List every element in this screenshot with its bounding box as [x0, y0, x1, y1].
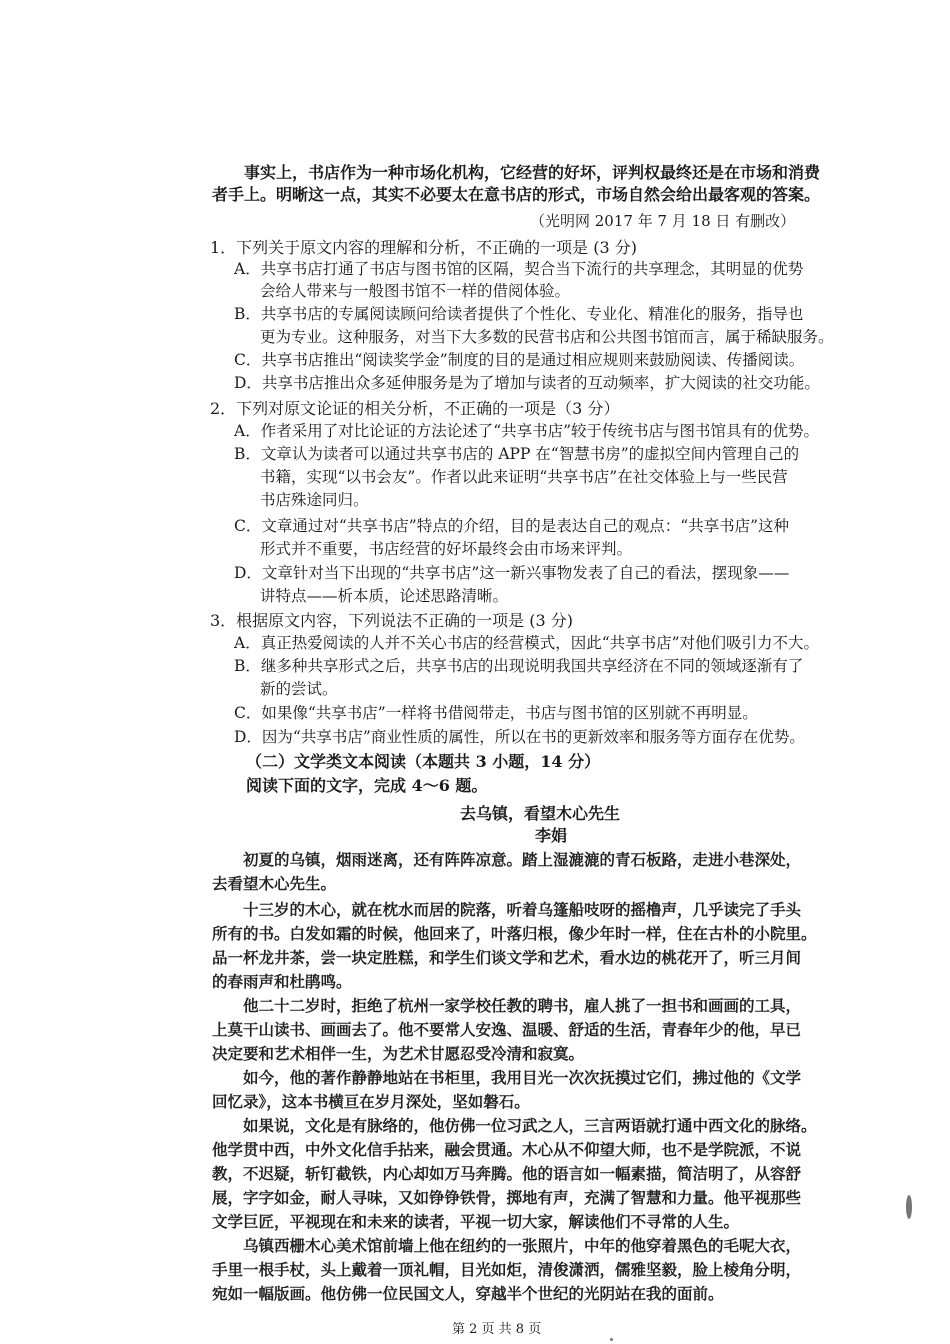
story-p2-line-2: 所有的书。白发如霜的时候，他回来了，叶落归根，像少年时一样，住在古朴的小院里。: [212, 924, 817, 943]
q1-option-b-line-1: B．共享书店的专属阅读顾问给读者提供了个性化、专业化、精准化的服务，指导也: [234, 305, 804, 323]
q2-option-c-line-1: C．文章通过对“共享书店”特点的介绍，目的是表达自己的观点：“共享书店”这种: [234, 517, 790, 535]
q3-option-b-line-2: 新的尝试。: [260, 680, 338, 698]
q3-option-a: A．真正热爱阅读的人并不关心书店的经营模式，因此“共享书店”对他们吸引力不大。: [234, 634, 820, 652]
q3-option-c: C．如果像“共享书店”一样将书借阅带走，书店与图书馆的区别就不再明显。: [234, 704, 758, 722]
q2-option-b-line-1: B．文章认为读者可以通过共享书店的 APP 在“智慧书房”的虚拟空间内管理自己的: [234, 445, 800, 463]
q1-option-a-line-1: A．共享书店打通了书店与图书馆的区隔，契合当下流行的共享理念，其明显的优势: [234, 260, 804, 278]
story-p4-line-2: 回忆录》，这本书横亘在岁月深处，坚如磐石。: [212, 1092, 530, 1111]
story-p2-line-3: 品一杯龙井茶，尝一块定胜糕，和学生们谈文学和艺术，看水边的桃花开了，听三月间: [212, 948, 802, 967]
scan-smudge: [906, 1195, 912, 1219]
q1-option-b-line-2: 更为专业。这种服务，对当下大多数的民营书店和公共图书馆而言，属于稀缺服务。: [260, 328, 834, 346]
q2-option-d-line-2: 讲特点——析本质，论述思路清晰。: [260, 587, 509, 605]
story-p6-line-1: 乌镇西栅木心美术馆前墙上他在纽约的一张照片，中年的他穿着黑色的毛呢大衣，: [212, 1236, 802, 1255]
question-1-stem: 1．下列关于原文内容的理解和分析，不正确的一项是 (3 分): [210, 238, 638, 257]
q2-option-b-line-2: 书籍，实现“以书会友”。作者以此来证明“共享书店”在社交体验上与一些民营: [260, 468, 788, 486]
story-p5-line-1: 如果说，文化是有脉络的，他仿佛一位习武之人，三言两语就打通中西文化的脉络。: [212, 1116, 817, 1135]
story-p3-line-3: 决定要和艺术相伴一生，为艺术甘愿忍受冷清和寂寞。: [212, 1044, 585, 1063]
intro-line-1: 事实上，书店作为一种市场化机构，它经营的好坏，评判权最终还是在市场和消费: [244, 163, 821, 182]
q3-option-d: D．因为“共享书店”商业性质的属性，所以在书的更新效率和服务等方面存在优势。: [234, 728, 805, 746]
question-2-stem: 2．下列对原文论证的相关分析，不正确的一项是（3 分）: [210, 399, 620, 418]
section-2-instruction: 阅读下面的文字，完成 4～6 题。: [246, 776, 488, 795]
story-p1-line-2: 去看望木心先生。: [212, 874, 337, 893]
story-p1-line-1: 初夏的乌镇，烟雨迷离，还有阵阵凉意。踏上湿漉漉的青石板路，走进小巷深处，: [212, 850, 802, 869]
page-footer: 第 2 页 共 8 页: [452, 1322, 542, 1337]
story-p5-line-2: 他学贯中西，中外文化信手拈来，融会贯通。木心从不仰望大师，也不是学院派，不说: [212, 1140, 802, 1159]
story-title: 去乌镇，看望木心先生: [460, 804, 621, 823]
q2-option-a: A．作者采用了对比论证的方法论述了“共享书店”较于传统书店与图书馆具有的优势。: [234, 422, 820, 440]
q1-option-c: C．共享书店推出“阅读奖学金”制度的目的是通过相应规则来鼓励阅读、传播阅读。: [234, 351, 805, 369]
story-p6-line-2: 手里一根手杖，头上戴着一顶礼帽，目光如炬，清俊潇洒，儒雅坚毅，脸上棱角分明，: [212, 1260, 802, 1279]
q1-option-d: D．共享书店推出众多延伸服务是为了增加与读者的互动频率，扩大阅读的社交功能。: [234, 374, 820, 392]
q3-option-b-line-1: B．继多种共享形式之后，共享书店的出现说明我国共享经济在不同的领域逐渐有了: [234, 657, 804, 675]
story-p3-line-1: 他二十二岁时，拒绝了杭州一家学校任教的聘书，雇人挑了一担书和画画的工具，: [212, 996, 802, 1015]
story-p5-line-5: 文学巨匠，平视现在和未来的读者，平视一切大家，解读他们不寻常的人生。: [212, 1212, 740, 1231]
question-3-stem: 3．根据原文内容，下列说法不正确的一项是 (3 分): [210, 611, 574, 630]
story-p2-line-4: 的春雨声和杜鹃鸣。: [212, 972, 352, 991]
story-p4-line-1: 如今，他的著作静静地站在书柜里，我用目光一次次抚摸过它们，拂过他的《文学: [212, 1068, 802, 1087]
q2-option-b-line-3: 书店殊途同归。: [260, 491, 369, 509]
story-p2-line-1: 十三岁的木心，就在枕水而居的院落，听着乌篷船吱呀的摇橹声，几乎读完了手头: [212, 900, 802, 919]
story-p5-line-4: 展，字字如金，耐人寻味，又如铮铮铁骨，掷地有声，充满了智慧和力量。他平视那些: [212, 1188, 802, 1207]
intro-line-2: 者手上。明晰这一点，其实不必要太在意书店的形式，市场自然会给出最客观的答案。: [212, 185, 821, 204]
story-p6-line-3: 宛如一幅版画。他仿佛一位民国文人，穿越半个世纪的光阴站在我的面前。: [212, 1284, 724, 1303]
q1-option-a-line-2: 会给人带来与一般图书馆不一样的借阅体验。: [260, 282, 571, 300]
q2-option-d-line-1: D．文章针对当下出现的“共享书店”这一新兴事物发表了自己的看法，摆现象——: [234, 564, 790, 582]
q2-option-c-line-2: 形式并不重要，书店经营的好坏最终会由市场来评判。: [260, 540, 633, 558]
source-citation: （光明网 2017 年 7 月 18 日 有删改）: [530, 212, 796, 230]
story-p3-line-2: 上莫干山读书、画画去了。他不要常人安逸、温暖、舒适的生活，青春年少的他，早已: [212, 1020, 802, 1039]
story-author: 李娟: [535, 826, 568, 845]
section-2-heading: （二）文学类文本阅读（本题共 3 小题，14 分）: [246, 752, 601, 771]
scan-speck: [610, 1338, 613, 1341]
story-p5-line-3: 教，不迟疑，斩钉截铁，内心却如万马奔腾。他的语言如一幅素描，简洁明了，从容舒: [212, 1164, 802, 1183]
